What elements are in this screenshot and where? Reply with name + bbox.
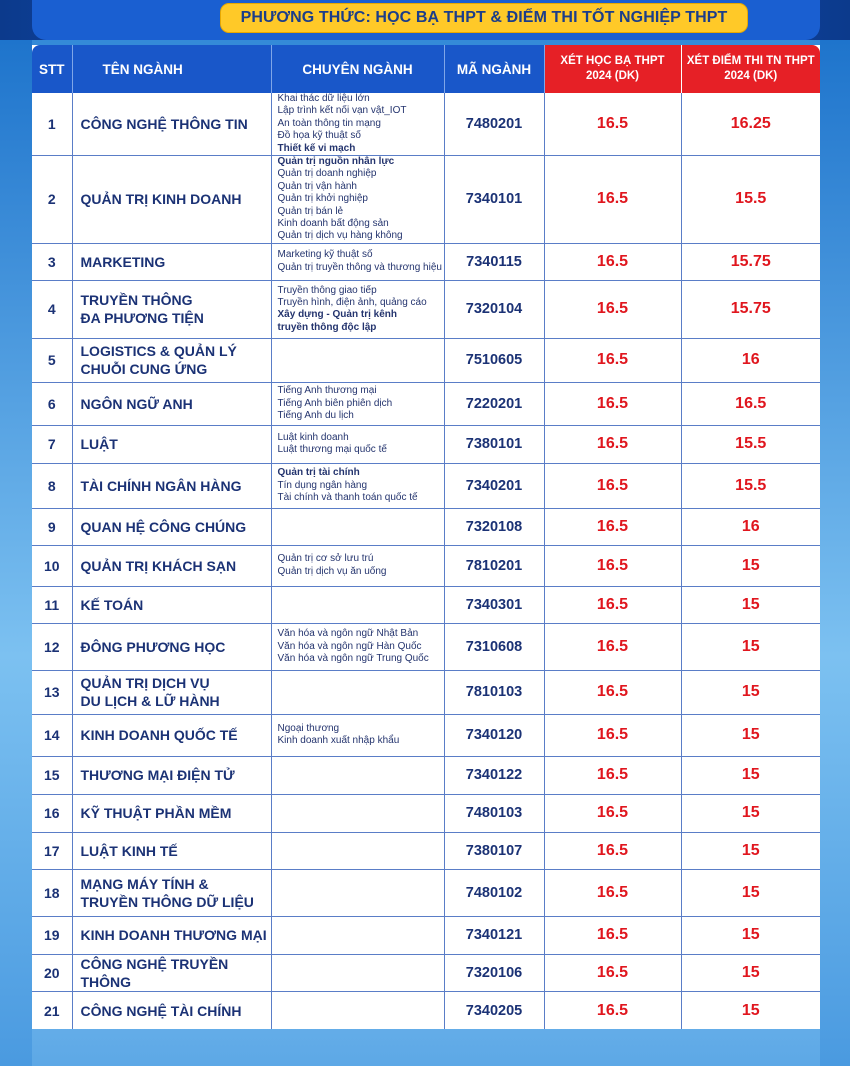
- row-thi-score: 15: [681, 832, 820, 869]
- major-name-line1: QUẢN TRỊ KHÁCH SẠN: [80, 557, 237, 574]
- row-specializations: [271, 991, 444, 1029]
- row-thi-score: 15: [681, 794, 820, 832]
- table-row: [32, 714, 820, 756]
- row-specializations: [271, 382, 444, 425]
- row-hocba-score: 16.5: [544, 93, 681, 156]
- row-hocba-score: 16.5: [544, 156, 681, 244]
- row-stt: 19: [32, 916, 72, 954]
- row-specializations: [271, 794, 444, 832]
- row-major-code: 7320108: [444, 508, 544, 545]
- table-row: [32, 832, 820, 869]
- row-stt: 5: [32, 338, 72, 382]
- row-major-code: 7340205: [444, 991, 544, 1029]
- row-major-name: [72, 670, 271, 714]
- row-hocba-score: 16.5: [544, 714, 681, 756]
- row-thi-score: 15: [681, 586, 820, 623]
- row-major-code: 7340115: [444, 243, 544, 280]
- table-row: [32, 623, 820, 670]
- specialization-item: Tiếng Anh thương mại: [277, 385, 377, 397]
- row-major-name: [72, 280, 271, 338]
- specialization-item: Khai thác dữ liệu lớn: [277, 93, 370, 104]
- row-specializations: [271, 93, 444, 156]
- table-row: [32, 93, 820, 156]
- header-hocba-line2: 2024 (DK): [585, 70, 640, 82]
- specialization-item: Văn hóa và ngôn ngữ Trung Quốc: [277, 653, 429, 665]
- major-name-line1: NGÔN NGỮ ANH: [80, 395, 193, 412]
- row-major-name: [72, 623, 271, 670]
- table-row: [32, 425, 820, 463]
- major-name-line1: TRUYỀN THÔNG: [80, 292, 193, 309]
- specialization-item: Quản trị tài chính: [277, 467, 360, 479]
- specialization-item: Đồ họa kỹ thuật số: [277, 130, 361, 142]
- table-row: [32, 338, 820, 382]
- row-hocba-score: 16.5: [544, 832, 681, 869]
- major-name-line1: LOGISTICS & QUẢN LÝ: [80, 343, 237, 360]
- row-stt: 11: [32, 586, 72, 623]
- row-specializations: [271, 338, 444, 382]
- header-hocba: [544, 45, 681, 93]
- specialization-item: Kinh doanh bất động sản: [277, 218, 389, 230]
- specialization-item: Thiết kế vi mạch: [277, 142, 356, 154]
- table-row: [32, 508, 820, 545]
- header-name: TÊN NGÀNH: [72, 45, 271, 93]
- row-stt: 12: [32, 623, 72, 670]
- specialization-item: Luật kinh doanh: [277, 431, 349, 443]
- row-specializations: [271, 916, 444, 954]
- table-row: [32, 243, 820, 280]
- specialization-item: Kinh doanh xuất nhập khẩu: [277, 735, 400, 747]
- specialization-item: Quản trị dịch vụ hàng không: [277, 230, 403, 242]
- row-major-code: 7340121: [444, 916, 544, 954]
- row-major-code: 7510605: [444, 338, 544, 382]
- row-specializations: [271, 545, 444, 586]
- table-header-row: [32, 45, 820, 93]
- specialization-item: Quản trị cơ sở lưu trú: [277, 553, 374, 565]
- row-specializations: [271, 586, 444, 623]
- table-row: [32, 991, 820, 1029]
- specialization-item: Quản trị doanh nghiệp: [277, 168, 377, 180]
- row-stt: 8: [32, 463, 72, 508]
- row-hocba-score: 16.5: [544, 463, 681, 508]
- row-thi-score: 15: [681, 670, 820, 714]
- row-thi-score: 15: [681, 869, 820, 916]
- row-hocba-score: 16.5: [544, 869, 681, 916]
- row-major-name: [72, 869, 271, 916]
- method-banner: PHƯƠNG THỨC: HỌC BẠ THPT & ĐIỂM THI TỐT NGHIỆP THPT: [220, 3, 748, 33]
- major-name-line2: ĐA PHƯƠNG TIỆN: [80, 310, 204, 327]
- row-thi-score: 16.5: [681, 382, 820, 425]
- row-thi-score: 15: [681, 916, 820, 954]
- row-thi-score: 16: [681, 508, 820, 545]
- row-thi-score: 15: [681, 954, 820, 991]
- row-specializations: [271, 832, 444, 869]
- row-major-code: 7810201: [444, 545, 544, 586]
- side-decoration-right: [820, 40, 850, 1066]
- header-hocba-line1: XÉT HỌC BẠ THPT: [560, 55, 665, 67]
- row-major-name: [72, 93, 271, 156]
- row-hocba-score: 16.5: [544, 670, 681, 714]
- row-hocba-score: 16.5: [544, 280, 681, 338]
- row-major-name: [72, 338, 271, 382]
- row-major-name: [72, 916, 271, 954]
- major-name-line1: MARKETING: [80, 253, 166, 270]
- row-major-name: [72, 714, 271, 756]
- row-hocba-score: 16.5: [544, 508, 681, 545]
- row-major-name: [72, 463, 271, 508]
- row-specializations: [271, 425, 444, 463]
- major-name-line1: THƯƠNG MẠI ĐIỆN TỬ: [80, 767, 235, 784]
- specialization-item: Văn hóa và ngôn ngữ Nhật Bản: [277, 628, 419, 640]
- row-hocba-score: 16.5: [544, 623, 681, 670]
- major-name-line1: KINH DOANH THƯƠNG MẠI: [80, 927, 267, 944]
- row-specializations: [271, 156, 444, 244]
- row-specializations: [271, 714, 444, 756]
- specialization-item: Tiếng Anh biên phiên dịch: [277, 397, 393, 409]
- specialization-item: Quản trị bán lẻ: [277, 205, 344, 217]
- row-major-name: [72, 991, 271, 1029]
- row-stt: 9: [32, 508, 72, 545]
- row-thi-score: 15.75: [681, 243, 820, 280]
- header-thi-line2: 2024 (DK): [724, 70, 778, 82]
- admission-table: [32, 45, 820, 1029]
- row-major-name: [72, 832, 271, 869]
- specialization-item: Quản trị vận hành: [277, 180, 357, 192]
- specialization-item: An toàn thông tin mạng: [277, 117, 381, 129]
- row-hocba-score: 16.5: [544, 916, 681, 954]
- major-name-line1: CÔNG NGHỆ TRUYỀN THÔNG: [80, 955, 229, 990]
- row-hocba-score: 16.5: [544, 545, 681, 586]
- row-specializations: [271, 280, 444, 338]
- specialization-item: Quản trị dịch vụ ăn uống: [277, 565, 387, 577]
- row-hocba-score: 16.5: [544, 954, 681, 991]
- table-row: [32, 916, 820, 954]
- row-major-code: 7380101: [444, 425, 544, 463]
- specialization-item: Quản trị truyền thông và thương hiệu: [277, 261, 442, 273]
- row-specializations: [271, 623, 444, 670]
- row-major-name: [72, 156, 271, 244]
- row-major-code: 7340120: [444, 714, 544, 756]
- row-thi-score: 15.5: [681, 156, 820, 244]
- major-name-line1: QUAN HỆ CÔNG CHÚNG: [80, 518, 247, 535]
- specialization-item: Lập trình kết nối vạn vật_IOT: [277, 105, 407, 117]
- table-row: [32, 794, 820, 832]
- specialization-item: truyền thông độc lập: [277, 321, 377, 333]
- row-major-code: 7340201: [444, 463, 544, 508]
- row-stt: 16: [32, 794, 72, 832]
- row-thi-score: 15: [681, 714, 820, 756]
- side-decoration-left: [0, 40, 32, 1066]
- header-code: MÃ NGÀNH: [444, 45, 544, 93]
- major-name-line1: LUẬT KINH TẾ: [80, 842, 178, 859]
- specialization-item: Luật thương mại quốc tế: [277, 444, 387, 456]
- row-stt: 7: [32, 425, 72, 463]
- row-stt: 17: [32, 832, 72, 869]
- row-stt: 13: [32, 670, 72, 714]
- row-stt: 3: [32, 243, 72, 280]
- row-stt: 4: [32, 280, 72, 338]
- row-thi-score: 16: [681, 338, 820, 382]
- major-name-line1: TÀI CHÍNH NGÂN HÀNG: [80, 477, 242, 494]
- specialization-item: Ngoại thương: [277, 722, 340, 734]
- table-row: [32, 869, 820, 916]
- table-row: [32, 463, 820, 508]
- row-stt: 2: [32, 156, 72, 244]
- major-name-line2: TRUYỀN THÔNG DỮ LIỆU: [80, 893, 254, 910]
- row-hocba-score: 16.5: [544, 425, 681, 463]
- row-major-name: [72, 545, 271, 586]
- row-stt: 14: [32, 714, 72, 756]
- row-thi-score: 15: [681, 545, 820, 586]
- row-stt: 18: [32, 869, 72, 916]
- table-row: [32, 382, 820, 425]
- specialization-item: Quản trị nguồn nhân lực: [277, 156, 395, 168]
- row-major-code: 7310608: [444, 623, 544, 670]
- row-hocba-score: 16.5: [544, 586, 681, 623]
- row-stt: 15: [32, 756, 72, 794]
- table-row: [32, 756, 820, 794]
- major-name-line1: KẾ TOÁN: [80, 596, 144, 613]
- header-thi: [681, 45, 820, 93]
- major-name-line1: MẠNG MÁY TÍNH &: [80, 875, 209, 892]
- table-row: [32, 954, 820, 991]
- row-hocba-score: 16.5: [544, 756, 681, 794]
- major-name-line1: KỸ THUẬT PHẦN MỀM: [80, 805, 232, 822]
- major-name-line2: DU LỊCH & LỮ HÀNH: [80, 693, 220, 710]
- row-hocba-score: 16.5: [544, 991, 681, 1029]
- row-major-code: 7480102: [444, 869, 544, 916]
- header-thi-line1: XÉT ĐIỂM THI TN THPT: [686, 55, 815, 67]
- row-thi-score: 15.75: [681, 280, 820, 338]
- row-thi-score: 16.25: [681, 93, 820, 156]
- row-major-code: 7320106: [444, 954, 544, 991]
- row-specializations: [271, 243, 444, 280]
- row-specializations: [271, 463, 444, 508]
- table-row: [32, 670, 820, 714]
- major-name-line1: QUẢN TRỊ KINH DOANH: [80, 191, 242, 208]
- table-row: [32, 545, 820, 586]
- table-row: [32, 586, 820, 623]
- row-stt: 21: [32, 991, 72, 1029]
- row-hocba-score: 16.5: [544, 338, 681, 382]
- row-specializations: [271, 670, 444, 714]
- specialization-item: Truyền thông giao tiếp: [277, 284, 377, 296]
- specialization-item: Xây dựng - Quản trị kênh: [277, 309, 397, 321]
- specialization-item: Truyền hình, điện ảnh, quảng cáo: [277, 296, 427, 308]
- row-major-code: 7380107: [444, 832, 544, 869]
- row-major-name: [72, 382, 271, 425]
- row-major-code: 7340301: [444, 586, 544, 623]
- row-hocba-score: 16.5: [544, 243, 681, 280]
- specialization-item: Tiếng Anh du lịch: [277, 410, 354, 422]
- major-name-line1: ĐÔNG PHƯƠNG HỌC: [80, 638, 226, 655]
- specialization-item: Văn hóa và ngôn ngữ Hàn Quốc: [277, 640, 422, 652]
- row-stt: 6: [32, 382, 72, 425]
- row-hocba-score: 16.5: [544, 382, 681, 425]
- row-specializations: [271, 869, 444, 916]
- row-major-name: [72, 756, 271, 794]
- row-major-name: [72, 425, 271, 463]
- row-major-name: [72, 954, 271, 991]
- row-stt: 20: [32, 954, 72, 991]
- row-thi-score: 15: [681, 756, 820, 794]
- table-row: [32, 280, 820, 338]
- row-thi-score: 15: [681, 623, 820, 670]
- major-name-line1: QUẢN TRỊ DỊCH VỤ: [80, 675, 210, 692]
- row-major-code: 7480201: [444, 93, 544, 156]
- row-stt: 10: [32, 545, 72, 586]
- row-major-code: 7810103: [444, 670, 544, 714]
- specialization-item: Tín dụng ngân hàng: [277, 479, 368, 491]
- major-name-line1: CÔNG NGHỆ THÔNG TIN: [80, 116, 248, 133]
- row-thi-score: 15.5: [681, 425, 820, 463]
- row-major-code: 7340122: [444, 756, 544, 794]
- row-stt: 1: [32, 93, 72, 156]
- specialization-item: Tài chính và thanh toán quốc tế: [277, 492, 418, 504]
- major-name-line2: CHUỖI CUNG ỨNG: [80, 361, 208, 378]
- row-major-code: 7220201: [444, 382, 544, 425]
- row-thi-score: 15.5: [681, 463, 820, 508]
- header-spec: CHUYÊN NGÀNH: [271, 45, 444, 93]
- row-specializations: [271, 756, 444, 794]
- row-major-name: [72, 508, 271, 545]
- major-name-line1: LUẬT: [80, 436, 118, 453]
- major-name-line1: KINH DOANH QUỐC TẾ: [80, 727, 238, 744]
- row-major-code: 7320104: [444, 280, 544, 338]
- specialization-item: Quản trị khởi nghiệp: [277, 193, 368, 205]
- row-major-name: [72, 243, 271, 280]
- header-stt: STT: [32, 45, 72, 93]
- major-name-line1: CÔNG NGHỆ TÀI CHÍNH: [80, 1002, 242, 1019]
- row-major-code: 7480103: [444, 794, 544, 832]
- row-major-name: [72, 794, 271, 832]
- row-major-name: [72, 586, 271, 623]
- row-specializations: [271, 954, 444, 991]
- specialization-item: Marketing kỹ thuật số: [277, 249, 373, 261]
- table-row: [32, 156, 820, 244]
- row-thi-score: 15: [741, 1001, 760, 1019]
- row-specializations: [271, 508, 444, 545]
- row-hocba-score: 16.5: [544, 794, 681, 832]
- row-major-code: 7340101: [444, 156, 544, 244]
